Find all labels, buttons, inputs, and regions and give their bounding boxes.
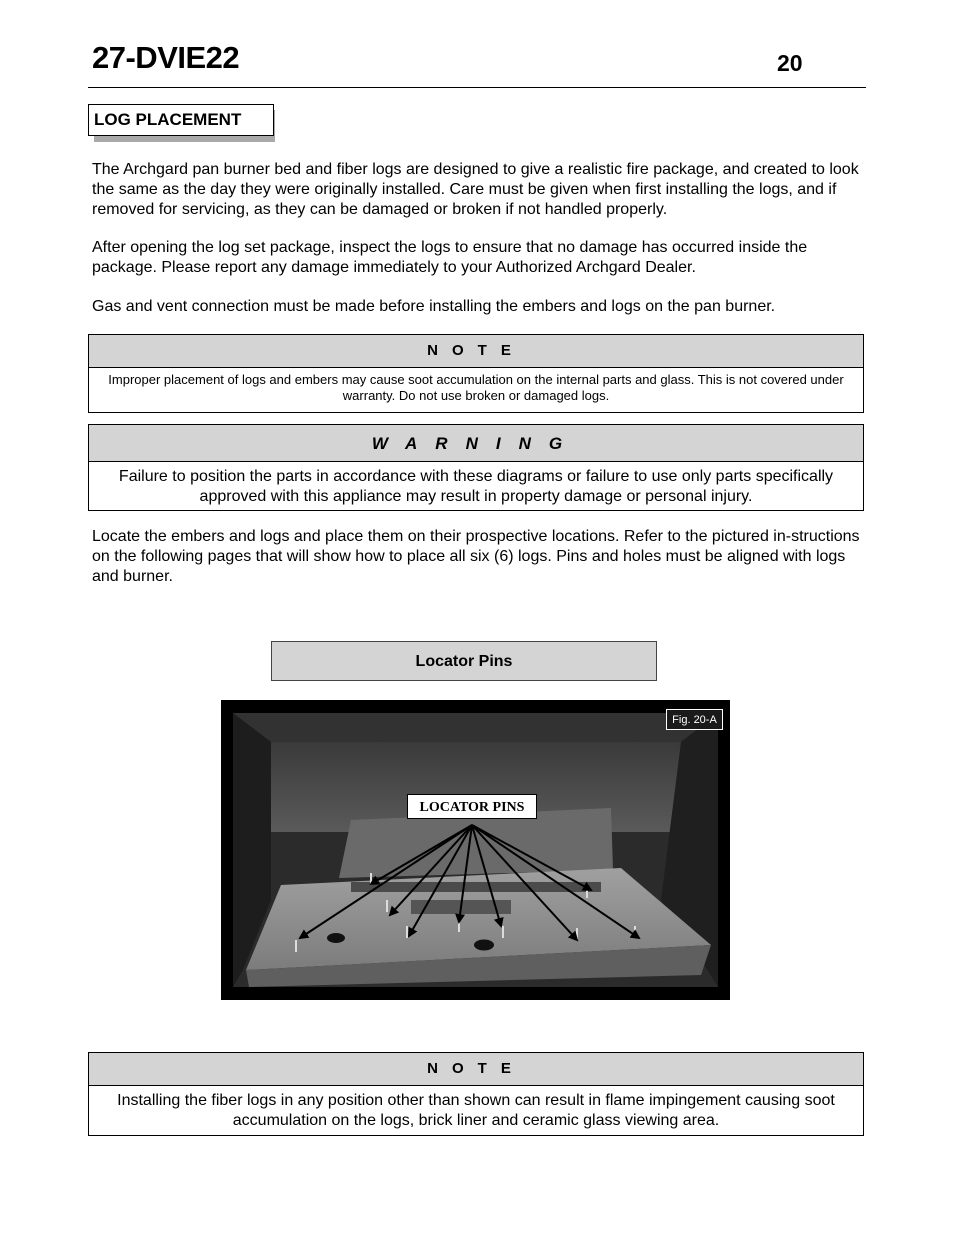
- section-heading: LOG PLACEMENT: [88, 104, 274, 136]
- note-body: Installing the fiber logs in any position other than shown can result in flame impingement causing soot accumulation on the logs, brick liner and ceramic glass viewing area.: [117, 1092, 835, 1129]
- warning-box: [88, 424, 864, 511]
- note-box-2: [88, 1052, 864, 1136]
- note-box-1: [88, 334, 864, 413]
- paragraph-inspect: After opening the log set package, inspect the logs to ensure that no damage has occurred inside the package. Please report any damage immediately to your Authorized Archgard Dealer.: [92, 239, 808, 276]
- firebox-illustration: [221, 700, 730, 1000]
- note-heading: NOTE: [89, 335, 863, 368]
- locator-pins-callout: LOCATOR PINS: [407, 794, 537, 819]
- figure-number-label: Fig. 20-A: [666, 709, 723, 730]
- note-body: Improper placement of logs and embers may cause soot accumulation on the internal parts and glass. This is not covered under warranty. Do not use broken or damaged logs.: [108, 372, 844, 403]
- warning-heading: WARNING: [89, 425, 863, 462]
- paragraph-gas-vent: Gas and vent connection must be made before installing the embers and logs on the pan burner.: [92, 298, 776, 315]
- page-number: 20: [777, 50, 803, 76]
- document-title: 27-DVIE22: [92, 40, 240, 75]
- note-heading: NOTE: [89, 1053, 863, 1086]
- paragraph-intro: The Archgard pan burner bed and fiber logs are designed to give a realistic fire package, and created to look the same as the day they were originally installed. Care must be given when first installing the logs, and if removed for servicing, as they can be damaged or broken if not handled properly.: [92, 161, 859, 218]
- paragraph-placement: Locate the embers and logs and place them on their prospective locations. Refer to the pictured in-structions on the following pages that will show how to place all six (6) logs. Pins and holes must be aligned with logs and burner.: [92, 528, 860, 585]
- header-divider: [88, 87, 866, 88]
- warning-body: Failure to position the parts in accordance with these diagrams or failure to use only parts specifically approved with this appliance may result in property damage or personal injury.: [118, 468, 834, 505]
- locator-pins-photo: [221, 700, 730, 1000]
- figure-caption: Locator Pins: [271, 641, 657, 681]
